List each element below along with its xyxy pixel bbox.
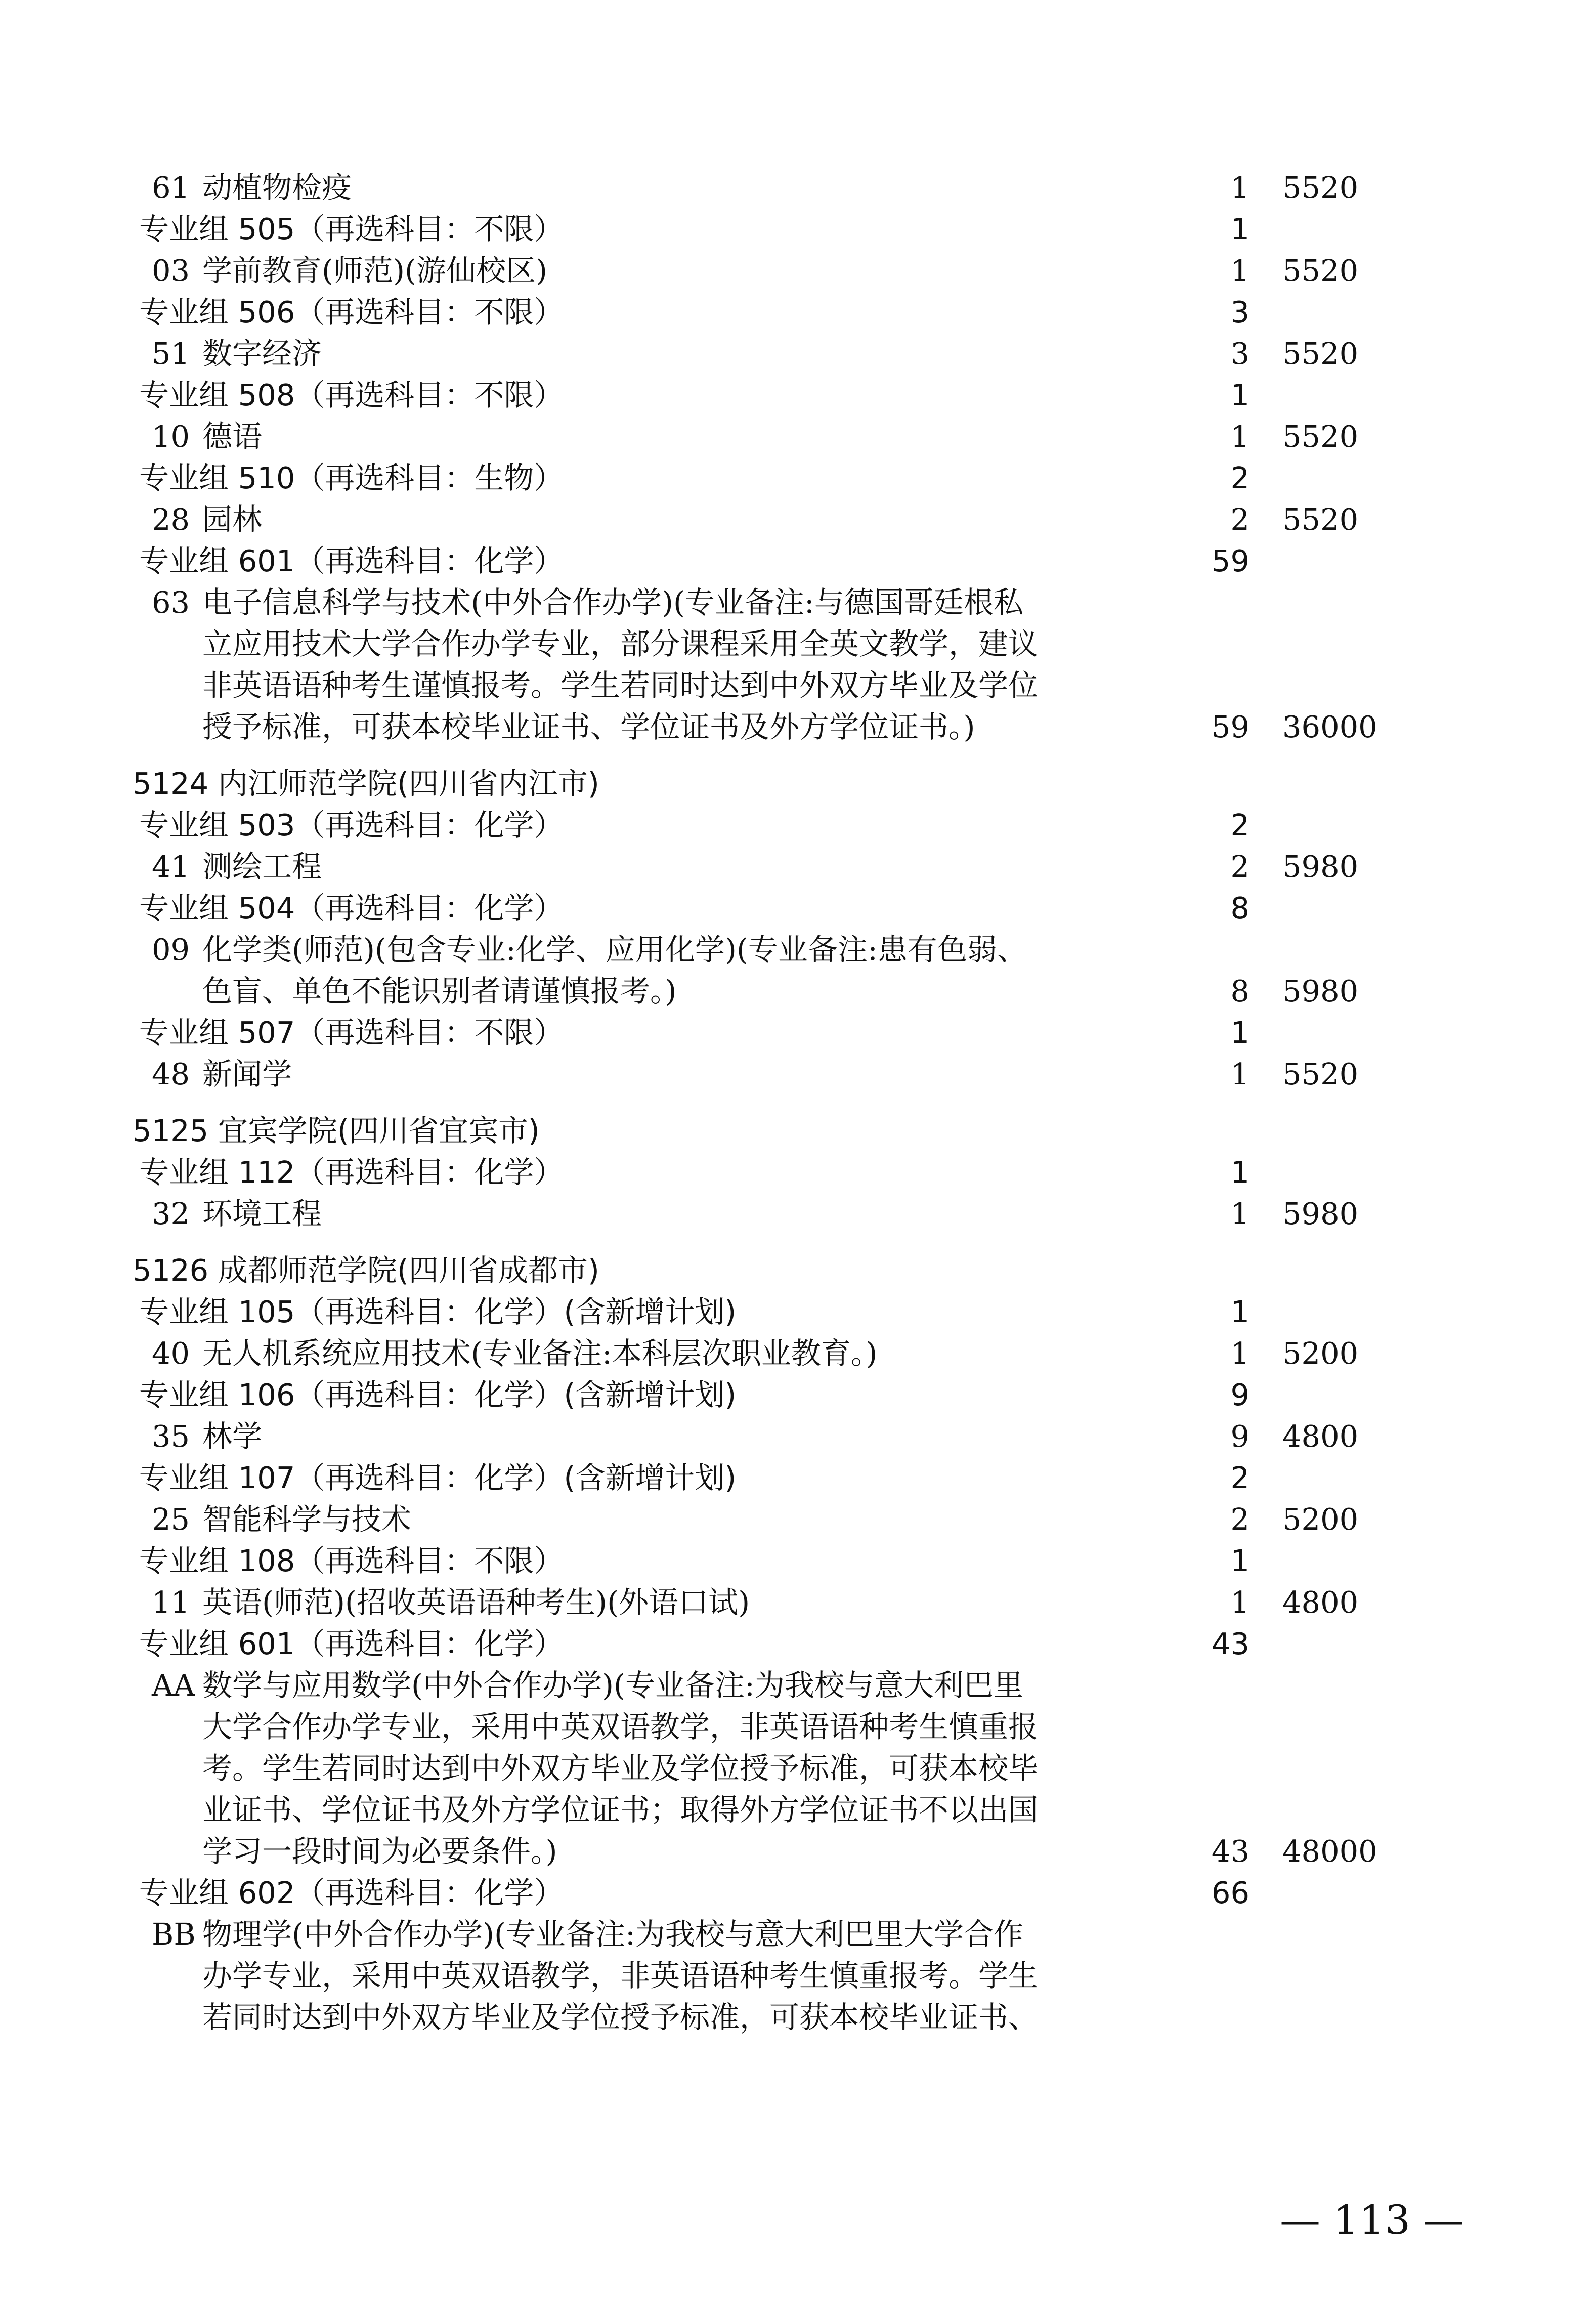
- group-label: 专业组 106（再选科目：化学）(含新增计划): [139, 1377, 737, 1412]
- plan-count: 2: [1230, 1502, 1249, 1537]
- major-name: 林学: [202, 1419, 263, 1454]
- group-row: [0, 208, 1596, 250]
- major-row: [0, 929, 1596, 971]
- major-name: 测绘工程: [202, 849, 322, 884]
- group-label: 专业组 105（再选科目：化学）(含新增计划): [139, 1294, 737, 1329]
- plan-count: 3: [1230, 294, 1249, 329]
- major-code: 32: [152, 1196, 190, 1231]
- plan-count: 59: [1211, 543, 1249, 578]
- college-title: 5125 宜宾学院(四川省宜宾市): [133, 1113, 540, 1148]
- group-label: 专业组 601（再选科目：化学）: [139, 543, 564, 578]
- major-code: 09: [152, 932, 190, 967]
- major-row: [0, 167, 1596, 208]
- college-row: [0, 763, 1596, 805]
- major-name: 电子信息科学与技术(中外合作办学)(专业备注:与德国哥廷根私: [202, 585, 1023, 620]
- major-code: 03: [152, 253, 190, 288]
- major-name-continued: 立应用技术大学合作办学专业，部分课程采用全英文教学，建议: [202, 626, 1039, 661]
- tuition-fee: 5520: [1282, 502, 1359, 537]
- tuition-fee: 5200: [1282, 1336, 1359, 1371]
- major-name: 新闻学: [202, 1057, 292, 1091]
- plan-count: 1: [1230, 1336, 1249, 1371]
- major-code: 25: [152, 1502, 190, 1537]
- major-code: 51: [152, 336, 190, 371]
- group-label: 专业组 503（再选科目：化学）: [139, 808, 564, 842]
- cont-row: [0, 971, 1596, 1012]
- plan-count: 59: [1211, 709, 1249, 744]
- group-label: 专业组 112（再选科目：化学）: [139, 1155, 564, 1190]
- group-label: 专业组 506（再选科目：不限）: [139, 294, 564, 329]
- plan-count: 43: [1211, 1626, 1249, 1661]
- major-name: 化学类(师范)(包含专业:化学、应用化学)(专业备注:患有色弱、: [202, 932, 1027, 967]
- major-row: [0, 1333, 1596, 1374]
- tuition-fee: 5980: [1282, 849, 1359, 884]
- group-row: [0, 1872, 1596, 1914]
- major-code: AA: [152, 1668, 195, 1703]
- plan-count: 1: [1230, 1294, 1249, 1329]
- tuition-fee: 5980: [1282, 1196, 1359, 1231]
- plan-count: 1: [1230, 253, 1249, 288]
- plan-count: 1: [1230, 1585, 1249, 1620]
- major-name: 园林: [202, 502, 263, 537]
- major-name-continued: 若同时达到中外双方毕业及学位授予标准，可获本校毕业证书、: [202, 2000, 1039, 2035]
- major-name: 无人机系统应用技术(专业备注:本科层次职业教育。): [202, 1336, 878, 1371]
- major-name-continued: 考。学生若同时达到中外双方毕业及学位授予标准，可获本校毕: [202, 1751, 1039, 1786]
- cont-row: [0, 623, 1596, 665]
- tuition-fee: 5520: [1282, 170, 1359, 205]
- college-title: 5126 成都师范学院(四川省成都市): [133, 1253, 599, 1288]
- cont-row: [0, 1748, 1596, 1789]
- cont-row: [0, 1831, 1596, 1872]
- major-row: [0, 1582, 1596, 1623]
- major-name: 数学与应用数学(中外合作办学)(专业备注:为我校与意大利巴里: [202, 1668, 1023, 1703]
- major-row: [0, 1416, 1596, 1457]
- plan-count: 1: [1230, 1155, 1249, 1190]
- college-title: 5124 内江师范学院(四川省内江市): [133, 766, 599, 801]
- plan-count: 2: [1230, 1460, 1249, 1495]
- plan-count: 8: [1230, 891, 1249, 925]
- major-row: [0, 1499, 1596, 1540]
- major-row: [0, 1665, 1596, 1706]
- group-row: [0, 1457, 1596, 1499]
- tuition-fee: 5520: [1282, 419, 1359, 454]
- plan-count: 1: [1230, 170, 1249, 205]
- major-code: BB: [152, 1917, 196, 1952]
- plan-count: 1: [1230, 1196, 1249, 1231]
- group-row: [0, 1374, 1596, 1416]
- group-label: 专业组 108（再选科目：不限）: [139, 1543, 564, 1578]
- plan-count: 3: [1230, 336, 1249, 371]
- major-row: [0, 250, 1596, 291]
- group-row: [0, 805, 1596, 846]
- group-row: [0, 540, 1596, 582]
- major-code: 61: [152, 170, 190, 205]
- cont-row: [0, 1997, 1596, 2038]
- major-code: 41: [152, 849, 190, 884]
- tuition-fee: 4800: [1282, 1419, 1359, 1454]
- major-row: [0, 846, 1596, 888]
- group-label: 专业组 507（再选科目：不限）: [139, 1015, 564, 1050]
- major-name: 学前教育(师范)(游仙校区): [202, 253, 548, 288]
- major-name: 动植物检疫: [202, 170, 352, 205]
- group-row: [0, 1623, 1596, 1665]
- plan-count: 2: [1230, 849, 1249, 884]
- cont-row: [0, 665, 1596, 706]
- tuition-fee: 5980: [1282, 974, 1359, 1008]
- major-row: [0, 416, 1596, 457]
- tuition-fee: 5520: [1282, 1057, 1359, 1091]
- major-name: 数字经济: [202, 336, 322, 371]
- tuition-fee: 5520: [1282, 253, 1359, 288]
- major-name-continued: 色盲、单色不能识别者请谨慎报考。): [202, 974, 677, 1008]
- plan-count: 1: [1230, 1543, 1249, 1578]
- major-code: 35: [152, 1419, 190, 1454]
- group-label: 专业组 508（再选科目：不限）: [139, 377, 564, 412]
- group-row: [0, 1012, 1596, 1053]
- tuition-fee: 4800: [1282, 1585, 1359, 1620]
- plan-count: 9: [1230, 1419, 1249, 1454]
- major-code: 48: [152, 1057, 190, 1091]
- major-row: [0, 1193, 1596, 1235]
- major-name-continued: 办学专业，采用中英双语教学，非英语语种考生慎重报考。学生: [202, 1958, 1039, 1993]
- group-row: [0, 1540, 1596, 1582]
- group-row: [0, 1152, 1596, 1193]
- group-row: [0, 1291, 1596, 1333]
- major-row: [0, 1914, 1596, 1955]
- group-row: [0, 457, 1596, 499]
- group-row: [0, 374, 1596, 416]
- tuition-fee: 5200: [1282, 1502, 1359, 1537]
- plan-count: 2: [1230, 808, 1249, 842]
- plan-count: 1: [1230, 1015, 1249, 1050]
- plan-count: 66: [1211, 1875, 1249, 1910]
- plan-count: 2: [1230, 460, 1249, 495]
- plan-count: 8: [1230, 974, 1249, 1008]
- plan-count: 9: [1230, 1377, 1249, 1412]
- major-name-continued: 学习一段时间为必要条件。): [202, 1834, 557, 1869]
- cont-row: [0, 1789, 1596, 1831]
- tuition-fee: 5520: [1282, 336, 1359, 371]
- major-name: 环境工程: [202, 1196, 322, 1231]
- group-row: [0, 888, 1596, 929]
- group-label: 专业组 107（再选科目：化学）(含新增计划): [139, 1460, 737, 1495]
- college-row: [0, 1110, 1596, 1152]
- major-code: 11: [152, 1585, 190, 1620]
- major-name-continued: 非英语语种考生谨慎报考。学生若同时达到中外双方毕业及学位: [202, 668, 1039, 703]
- plan-count: 1: [1230, 419, 1249, 454]
- group-label: 专业组 601（再选科目：化学）: [139, 1626, 564, 1661]
- cont-row: [0, 1706, 1596, 1748]
- major-row: [0, 1053, 1596, 1095]
- major-name-continued: 大学合作办学专业，采用中英双语教学，非英语语种考生慎重报: [202, 1709, 1039, 1744]
- major-code: 28: [152, 502, 190, 537]
- page-number: — 113 —: [1280, 2197, 1464, 2244]
- major-name: 德语: [202, 419, 263, 454]
- tuition-fee: 48000: [1282, 1834, 1377, 1869]
- plan-count: 2: [1230, 502, 1249, 537]
- plan-count: 1: [1230, 1057, 1249, 1091]
- plan-count: 1: [1230, 377, 1249, 412]
- plan-count: 43: [1211, 1834, 1249, 1869]
- plan-count: 1: [1230, 212, 1249, 246]
- major-name-continued: 授予标准，可获本校毕业证书、学位证书及外方学位证书。): [202, 709, 975, 744]
- major-name: 英语(师范)(招收英语语种考生)(外语口试): [202, 1585, 750, 1620]
- group-label: 专业组 602（再选科目：化学）: [139, 1875, 564, 1910]
- major-name-continued: 业证书、学位证书及外方学位证书；取得外方学位证书不以出国: [202, 1792, 1039, 1827]
- group-row: [0, 291, 1596, 333]
- major-row: [0, 499, 1596, 540]
- group-label: 专业组 505（再选科目：不限）: [139, 212, 564, 246]
- major-code: 63: [152, 585, 190, 620]
- cont-row: [0, 706, 1596, 748]
- cont-row: [0, 1955, 1596, 1997]
- major-name: 智能科学与技术: [202, 1502, 412, 1537]
- group-label: 专业组 510（再选科目：生物）: [139, 460, 564, 495]
- major-name: 物理学(中外合作办学)(专业备注:为我校与意大利巴里大学合作: [202, 1917, 1023, 1952]
- major-code: 10: [152, 419, 190, 454]
- major-row: [0, 333, 1596, 374]
- college-row: [0, 1250, 1596, 1291]
- group-label: 专业组 504（再选科目：化学）: [139, 891, 564, 925]
- major-row: [0, 582, 1596, 623]
- major-code: 40: [152, 1336, 190, 1371]
- tuition-fee: 36000: [1282, 709, 1377, 744]
